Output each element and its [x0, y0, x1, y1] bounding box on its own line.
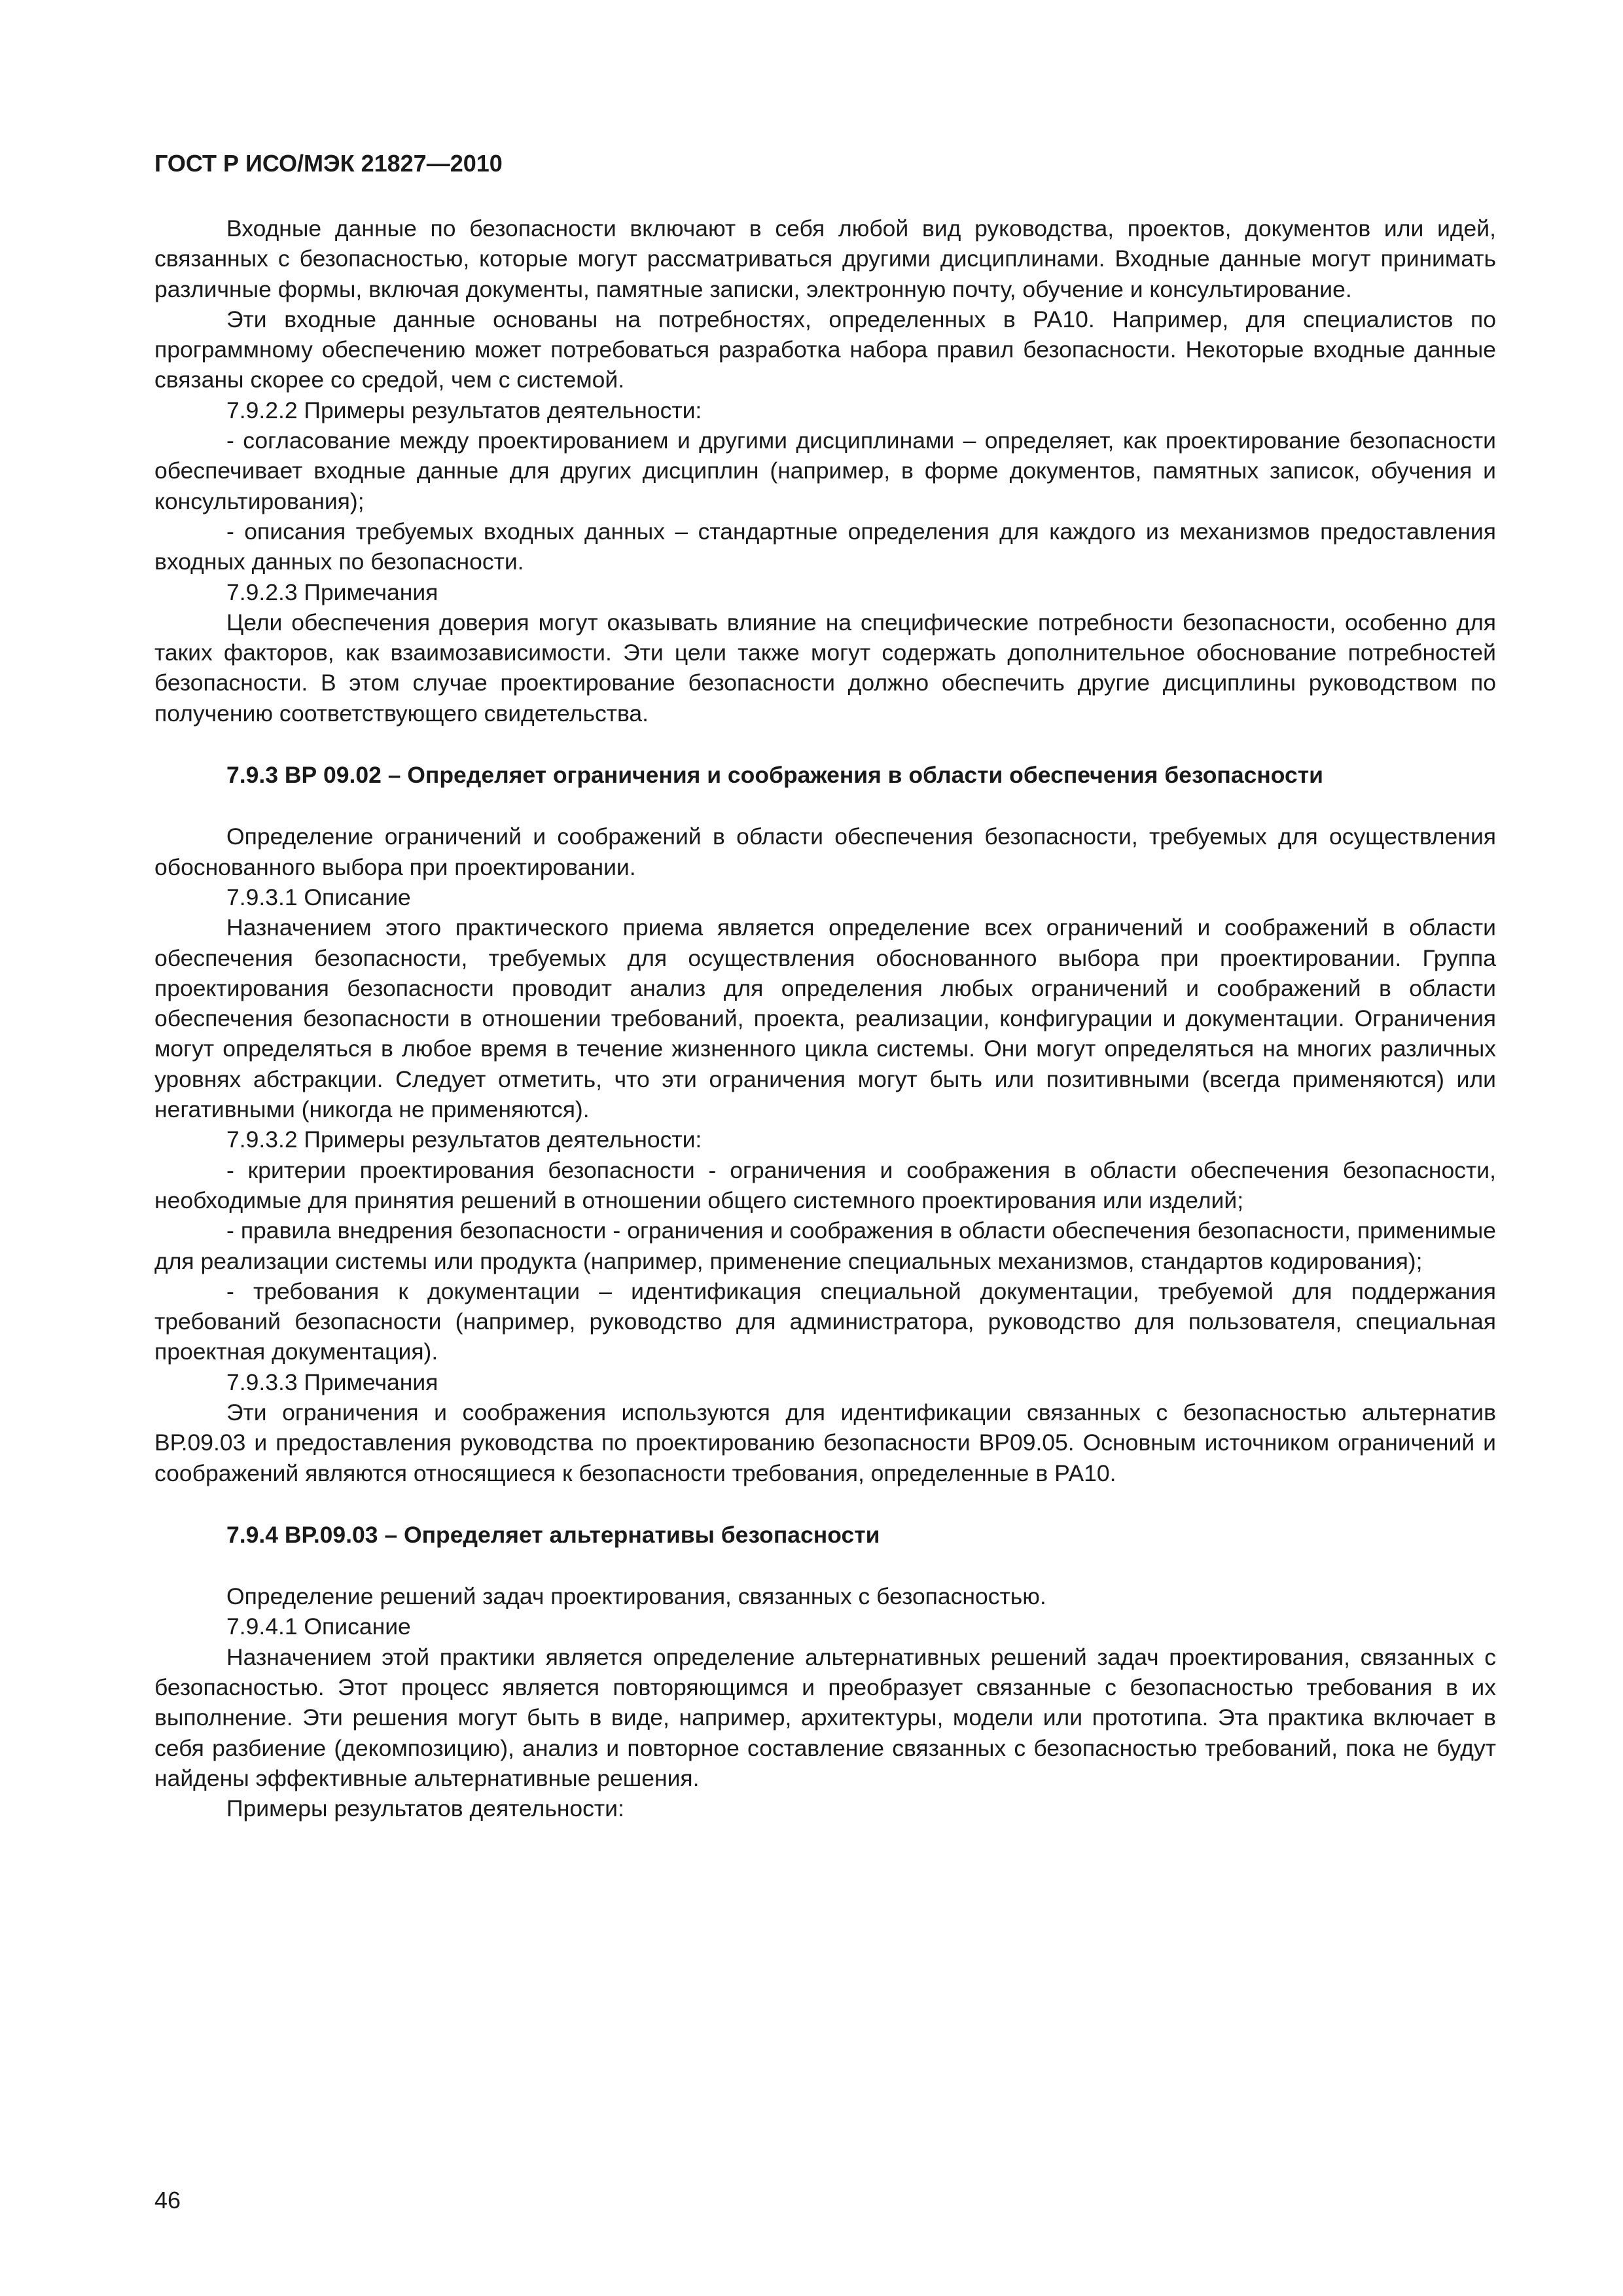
document-page: [154, 149, 1496, 1824]
paragraph: Определение ограничений и соображений в области обеспечения безопасности, требуемых для осуществления обоснованного выбора при проектировании.: [154, 823, 1496, 880]
list-item: - критерии проектирования безопасности - ограничения и соображения в области обеспечения безопасности, необходимые для принятия решений в отношении общего системного проектирования или изделий;: [154, 1157, 1496, 1213]
paragraph: Эти входные данные основаны на потребностях, определенных в РА10. Например, для специалистов по программному обеспечению может потребоваться разработка набора правил безопасности. Некоторые входные данные связаны скорее со средой, чем с системой.: [154, 306, 1496, 393]
list-item: - правила внедрения безопасности - ограничения и соображения в области обеспечения безопасности, применимые для реализации системы или продукта (например, применение специальных механизмов, стандартов кодирования);: [154, 1217, 1496, 1274]
document-body: [154, 213, 1496, 1824]
subsection-title: 7.9.3.3 Примечания: [226, 1369, 438, 1395]
subsection-title: 7.9.2.3 Примечания: [226, 579, 438, 605]
paragraph: Входные данные по безопасности включают в себя любой вид руководства, проектов, документов или идей, связанных с безопасностью, которые могут рассматриваться другими дисциплинами. Входные данные могут принимать различные формы, включая документы, памятные записки, электронную почту, обучение и консультирование.: [154, 215, 1496, 302]
paragraph: Назначением этой практики является определение альтернативных решений задач проектирования, связанных с безопасностью. Этот процесс является повторяющимся и преобразует связанные с безопасностью требования в их выполнение. Эти решения могут быть в виде, например, архитектуры, модели или прототипа. Эта практика включает в себя разбиение (декомпозицию), анализ и повторное составление связанных с безопасностью требований, пока не будут найдены эффективные альтернативные решения.: [154, 1643, 1496, 1791]
paragraph: Назначением этого практического приема является определение всех ограничений и соображений в области обеспечения безопасности, требуемых для осуществления обоснованного выбора при проектировании. Группа проектирования безопасности проводит анализ для определения любых ограничений и соображений в области обеспечения безопасности в отношении требований, проекта, реализации, конфигурации и документации. Ограничения могут определяться в любое время в течение жизненного цикла системы. Они могут определяться на многих различных уровнях абстракции. Следует отметить, что эти ограничения могут быть или позитивными (всегда применяются) или негативными (никогда не применяются).: [154, 914, 1496, 1123]
subsection-title: 7.9.4.1 Описание: [226, 1613, 411, 1640]
paragraph: Определение решений задач проектирования, связанных с безопасностью.: [226, 1583, 1046, 1610]
paragraph: Эти ограничения и соображения используются для идентификации связанных с безопасностью альтернатив ВР.09.03 и предоставления руководства по проектированию безопасности ВР09.05. Основным источником ограничений и соображений являются относящиеся к безопасности требования, определенные в РА10.: [154, 1399, 1496, 1486]
subsection-title: 7.9.3.1 Описание: [226, 884, 411, 910]
page-number: 46: [154, 2187, 181, 2214]
paragraph: Цели обеспечения доверия могут оказывать влияние на специфические потребности безопасности, особенно для таких факторов, как взаимозависимости. Эти цели также могут содержать дополнительное обоснование потребностей безопасности. В этом случае проектирование безопасности должно обеспечить другие дисциплины руководством по получению соответствующего свидетельства.: [154, 609, 1496, 726]
subsection-title: 7.9.2.2 Примеры результатов деятельности:: [226, 397, 702, 423]
section-heading: 7.9.3 ВР 09.02 – Определяет ограничения и соображения в области обеспечения безопасности: [226, 762, 1323, 789]
list-item: - требования к документации – идентификация специальной документации, требуемой для поддержания требований безопасности (например, руководство для администратора, руководство для пользователя, специальная проектная документация).: [154, 1278, 1496, 1365]
paragraph: Примеры результатов деятельности:: [226, 1795, 624, 1822]
document-header: ГОСТ Р ИСО/МЭК 21827—2010: [154, 150, 503, 177]
section-heading: 7.9.4 ВР.09.03 – Определяет альтернативы безопасности: [226, 1521, 880, 1548]
subsection-title: 7.9.3.2 Примеры результатов деятельности:: [226, 1126, 702, 1153]
list-item: - согласование между проектированием и другими дисциплинами – определяет, как проектирование безопасности обеспечивает входные данные для других дисциплин (например, в форме документов, памятных записок, обучения и консультирования);: [154, 427, 1496, 514]
list-item: - описания требуемых входных данных – стандартные определения для каждого из механизмов предоставления входных данных по безопасности.: [154, 518, 1496, 575]
